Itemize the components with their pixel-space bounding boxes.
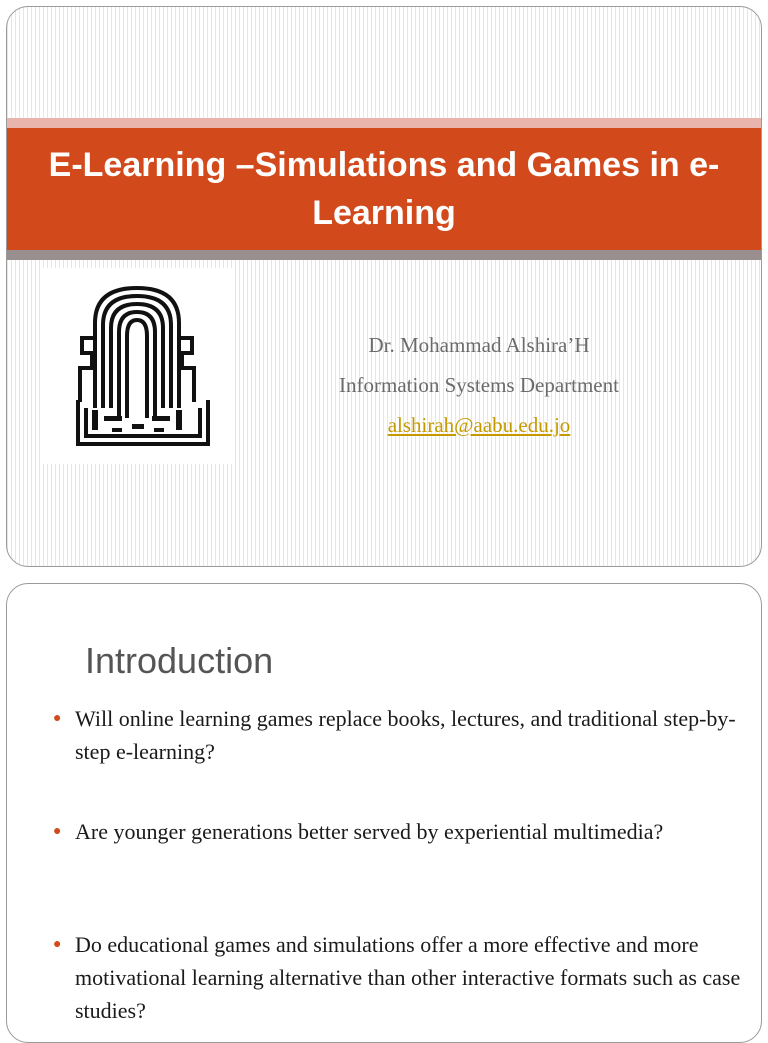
introduction-slide <box>6 583 762 1043</box>
bullet-icon: ● <box>53 937 62 952</box>
pink-accent-band <box>7 118 761 128</box>
slide-title: E-Learning –Simulations and Games in e-Learning <box>48 146 720 232</box>
bullet-text: Will online learning games replace books, lectures, and traditional step-by-step e-learning? <box>75 706 736 764</box>
bullet-text: Are younger generations better served by experiential multimedia? <box>75 819 664 844</box>
author-info <box>269 325 689 445</box>
department-name: Information Systems Department <box>339 373 619 397</box>
list-item <box>53 928 743 1027</box>
list-item <box>53 815 743 848</box>
gray-accent-band <box>7 250 761 260</box>
bullet-text: Do educational games and simulations offer a more effective and more motivational learning alternative than other interactive formats such as case studies? <box>75 932 741 1023</box>
title-slide <box>6 6 762 567</box>
slide-heading: Introduction <box>85 640 274 681</box>
list-item <box>53 702 743 768</box>
author-name: Dr. Mohammad Alshira’H <box>368 333 590 357</box>
email-link[interactable]: alshirah@aabu.edu.jo <box>387 413 571 437</box>
calligraphy-logo-icon <box>42 268 233 464</box>
bullet-icon: ● <box>53 711 62 726</box>
title-band <box>7 128 761 250</box>
university-logo <box>42 268 233 464</box>
bullet-icon: ● <box>53 824 62 839</box>
